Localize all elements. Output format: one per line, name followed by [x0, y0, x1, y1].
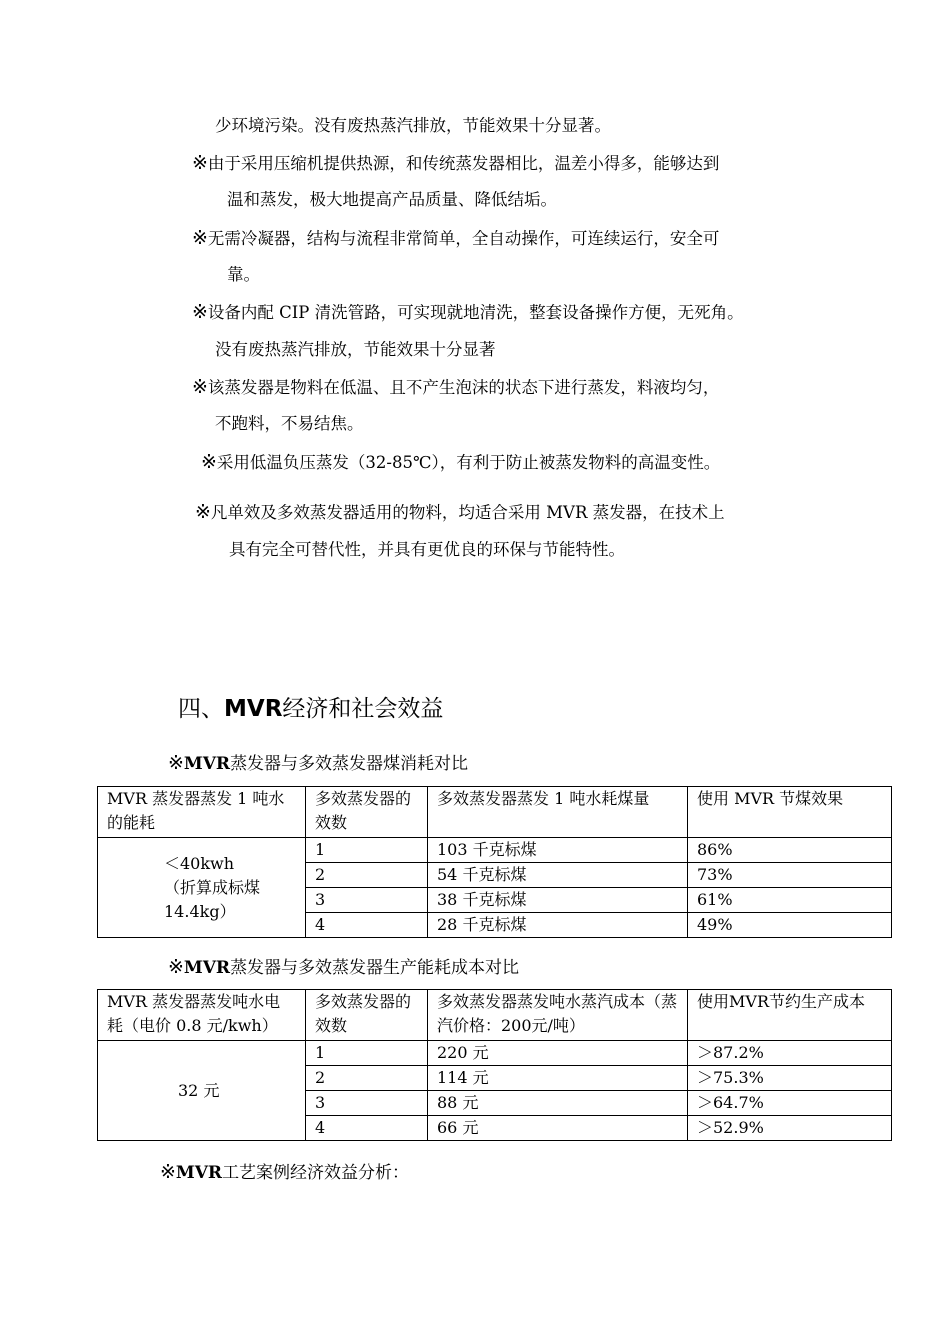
reference-mark-icon: ※ — [192, 227, 208, 249]
steam-cost-cell: 88 元 — [428, 1091, 688, 1116]
steam-cost-cell: 66 元 — [428, 1116, 688, 1141]
paragraph-7-line-2: 具有完全可替代性，并具有更优良的环保与节能特性。 — [229, 540, 625, 559]
reference-mark-icon: ※ — [168, 956, 184, 978]
saving-effect-cell: 61% — [688, 888, 892, 913]
effect-count-cell: 3 — [306, 1091, 428, 1116]
paragraph-4-line-2: 没有废热蒸汽排放，节能效果十分显著 — [215, 340, 496, 359]
steam-cost-cell: 114 元 — [428, 1066, 688, 1091]
coal-amount-cell: 103 千克标煤 — [428, 838, 688, 863]
header-cell: 多效蒸发器蒸发 1 吨水耗煤量 — [428, 787, 688, 838]
electricity-cost-cell: 32 元 — [98, 1041, 306, 1141]
header-cell: 多效蒸发器的效数 — [306, 990, 428, 1041]
cost-saving-cell: ＞52.9% — [688, 1116, 892, 1141]
table-header-row — [98, 990, 892, 1041]
header-cell: MVR 蒸发器蒸发吨水电耗（电价 0.8 元/kwh） — [98, 990, 306, 1041]
table1-caption: ※MVR蒸发器与多效蒸发器煤消耗对比 — [168, 752, 469, 774]
saving-effect-cell: 49% — [688, 913, 892, 938]
paragraph-5-line-2: 不跑料，不易结焦。 — [215, 414, 364, 433]
paragraph-2-line-2: 温和蒸发，极大地提高产品质量、降低结垢。 — [227, 190, 557, 209]
header-cell: 多效蒸发器蒸发吨水蒸汽成本（蒸汽价格：200元/吨） — [428, 990, 688, 1041]
energy-consumption-cell: ＜40kwh （折算成标煤 14.4kg） — [98, 838, 306, 938]
paragraph-1-line-1: 少环境污染。没有废热蒸汽排放，节能效果十分显著。 — [215, 116, 611, 135]
header-cell: 多效蒸发器的效数 — [306, 787, 428, 838]
reference-mark-icon: ※ — [192, 152, 208, 174]
coal-amount-cell: 54 千克标煤 — [428, 863, 688, 888]
paragraph-6-line-1: ※采用低温负压蒸发（32-85℃），有利于防止被蒸发物料的高温变性。 — [201, 451, 721, 473]
effect-count-cell: 4 — [306, 1116, 428, 1141]
effect-count-cell: 1 — [306, 1041, 428, 1066]
header-cell: 使用 MVR 节煤效果 — [688, 787, 892, 838]
effect-count-cell: 3 — [306, 888, 428, 913]
table-row — [98, 838, 892, 863]
table-row — [98, 1041, 892, 1066]
effect-count-cell: 2 — [306, 1066, 428, 1091]
effect-count-cell: 2 — [306, 863, 428, 888]
cost-saving-cell: ＞75.3% — [688, 1066, 892, 1091]
reference-mark-icon: ※ — [160, 1161, 176, 1183]
paragraph-4-line-1: ※设备内配 CIP 清洗管路，可实现就地清洗，整套设备操作方便，无死角。 — [192, 301, 744, 323]
paragraph-3-line-2: 靠。 — [227, 265, 260, 284]
saving-effect-cell: 86% — [688, 838, 892, 863]
coal-amount-cell: 38 千克标煤 — [428, 888, 688, 913]
effect-count-cell: 4 — [306, 913, 428, 938]
reference-mark-icon: ※ — [192, 376, 208, 398]
coal-amount-cell: 28 千克标煤 — [428, 913, 688, 938]
table2-caption: ※MVR蒸发器与多效蒸发器生产能耗成本对比 — [168, 956, 520, 978]
coal-consumption-table — [97, 786, 892, 938]
paragraph-5-line-1: ※该蒸发器是物料在低温、且不产生泡沫的状态下进行蒸发，料液均匀， — [192, 376, 720, 398]
header-cell: 使用MVR节约生产成本 — [688, 990, 892, 1041]
section-heading: 四、MVR经济和社会效益 — [178, 696, 444, 722]
cost-saving-cell: ＞87.2% — [688, 1041, 892, 1066]
reference-mark-icon: ※ — [192, 301, 208, 323]
effect-count-cell: 1 — [306, 838, 428, 863]
reference-mark-icon: ※ — [195, 501, 211, 523]
cost-saving-cell: ＞64.7% — [688, 1091, 892, 1116]
table-header-row — [98, 787, 892, 838]
saving-effect-cell: 73% — [688, 863, 892, 888]
steam-cost-cell: 220 元 — [428, 1041, 688, 1066]
case-analysis-caption: ※MVR工艺案例经济效益分析： — [160, 1161, 410, 1183]
production-cost-table — [97, 989, 892, 1141]
paragraph-3-line-1: ※无需冷凝器，结构与流程非常简单，全自动操作，可连续运行，安全可 — [192, 227, 720, 249]
reference-mark-icon: ※ — [201, 451, 217, 473]
reference-mark-icon: ※ — [168, 752, 184, 774]
paragraph-2-line-1: ※由于采用压缩机提供热源，和传统蒸发器相比，温差小得多，能够达到 — [192, 152, 720, 174]
paragraph-7-line-1: ※凡单效及多效蒸发器适用的物料，均适合采用 MVR 蒸发器，在技术上 — [195, 501, 725, 523]
header-cell: MVR 蒸发器蒸发 1 吨水的能耗 — [98, 787, 306, 838]
